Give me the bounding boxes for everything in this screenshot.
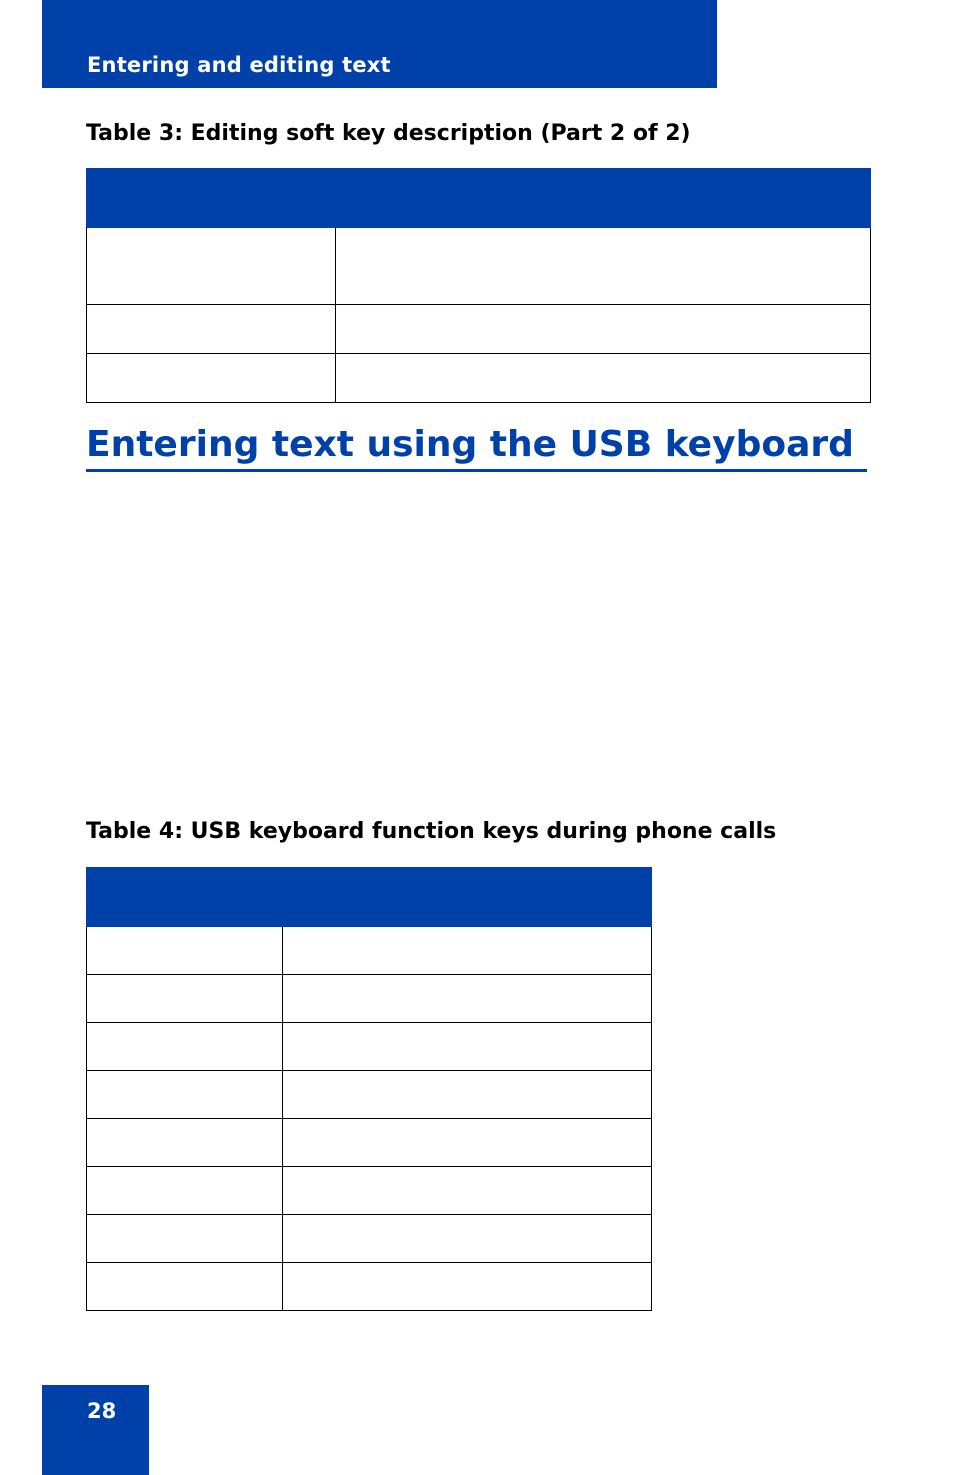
table-cell bbox=[87, 1119, 283, 1167]
table-row bbox=[87, 1023, 652, 1071]
table-cell bbox=[336, 305, 871, 354]
table-row bbox=[87, 975, 652, 1023]
table-cell bbox=[283, 1071, 652, 1119]
table-header-cell bbox=[87, 169, 336, 228]
table-cell bbox=[283, 1167, 652, 1215]
table-3-caption: Table 3: Editing soft key description (Part 2 of 2) bbox=[86, 121, 691, 146]
table-cell bbox=[87, 305, 336, 354]
running-header-title: Entering and editing text bbox=[87, 53, 391, 77]
table-header-row bbox=[87, 169, 871, 228]
table-row bbox=[87, 354, 871, 403]
table-row bbox=[87, 1167, 652, 1215]
table-3-editing-soft-keys bbox=[86, 168, 871, 403]
table-row bbox=[87, 1071, 652, 1119]
table-cell bbox=[283, 927, 652, 975]
table-cell bbox=[87, 975, 283, 1023]
table-cell bbox=[87, 1263, 283, 1311]
table-cell bbox=[87, 1071, 283, 1119]
table-row bbox=[87, 228, 871, 305]
section-heading: Entering text using the USB keyboard bbox=[86, 424, 867, 472]
table-4-caption: Table 4: USB keyboard function keys during phone calls bbox=[86, 819, 777, 844]
table-cell bbox=[283, 1023, 652, 1071]
table-cell bbox=[87, 1167, 283, 1215]
table-row bbox=[87, 305, 871, 354]
table-row bbox=[87, 1119, 652, 1167]
table-cell bbox=[283, 975, 652, 1023]
table-cell bbox=[87, 1023, 283, 1071]
table-header-row bbox=[87, 868, 652, 927]
table-header-cell bbox=[336, 169, 871, 228]
table-cell bbox=[87, 927, 283, 975]
table-cell bbox=[336, 354, 871, 403]
table-cell bbox=[336, 228, 871, 305]
table-cell bbox=[87, 354, 336, 403]
table-header-cell bbox=[87, 868, 283, 927]
table-4-usb-function-keys bbox=[86, 867, 652, 1311]
table-cell bbox=[87, 228, 336, 305]
page-number: 28 bbox=[87, 1399, 117, 1423]
table-row bbox=[87, 1263, 652, 1311]
table-cell bbox=[87, 1215, 283, 1263]
table-header-cell bbox=[283, 868, 652, 927]
page-number-box bbox=[42, 1385, 149, 1475]
table-row bbox=[87, 1215, 652, 1263]
table-row bbox=[87, 927, 652, 975]
table-cell bbox=[283, 1119, 652, 1167]
table-cell bbox=[283, 1263, 652, 1311]
table-cell bbox=[283, 1215, 652, 1263]
running-header-band bbox=[42, 0, 717, 88]
